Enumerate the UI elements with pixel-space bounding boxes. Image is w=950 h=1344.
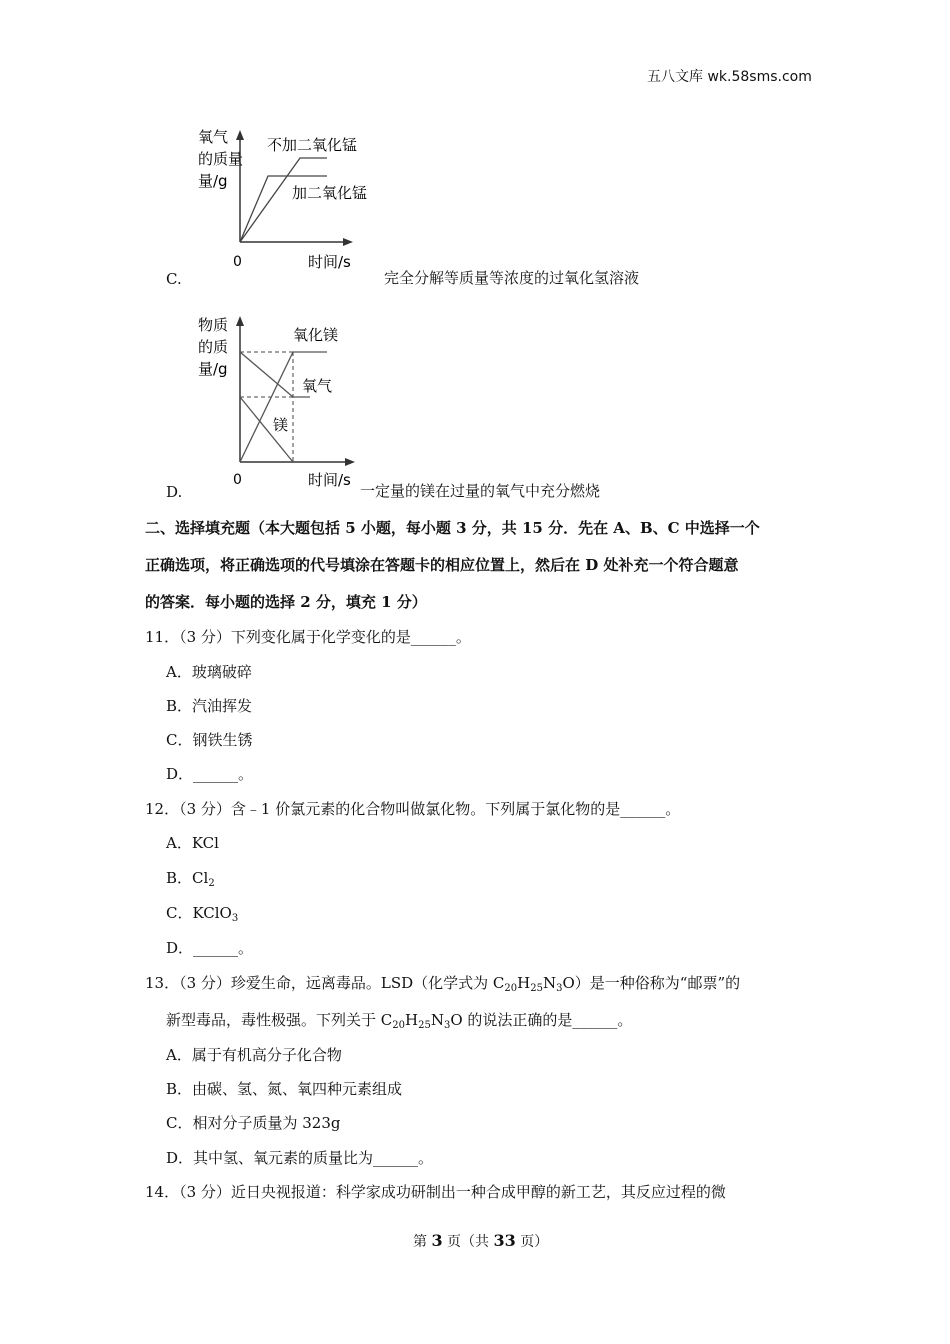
question-13-stem-line-1 [145,973,740,993]
option-d-letter: D. [166,483,183,501]
page-footer [413,1231,548,1251]
question-13-option-a: A．属于有机高分子化合物 [166,1046,342,1064]
question-14-stem: 14．（3 分）近日央视报道：科学家成功研制出一种合成甲醇的新工艺，其反应过程的微 [145,1183,726,1201]
question-11-option-a: A．玻璃破碎 [166,663,252,681]
formula-part: N [542,974,557,992]
curve-label-oxygen: 氧气 [302,377,333,395]
option-c-caption: 完全分解等质量等浓度的过氧化氢溶液 [384,269,640,287]
y-axis-label-2: 的质量 [198,150,244,168]
stem-text: 13．（3 分）珍爱生命，远离毒品。LSD（化学式为 C [145,974,505,992]
stem-text-tail: O 的说法正确的是______。 [450,1011,633,1029]
site-header: 五八文库 wk.58sms.com [647,69,812,85]
x-axis-arrow [345,458,355,466]
subscript: 3 [231,913,239,924]
footer-suffix: 页） [515,1234,549,1250]
y-axis-label-2: 的质 [198,338,229,356]
x-axis-label: 时间/s [308,471,351,489]
option-b-text: B．Cl [166,869,209,887]
formula-part: H [404,1011,419,1029]
curve-label-magnesium: 镁 [273,416,289,434]
section-heading-line-2: 正确选项，将正确选项的代号填涂在答题卡的相应位置上，然后在 D 处补充一个符合题意 [145,556,739,574]
y-axis-label-1: 物质 [198,316,229,334]
stem-text: 新型毒品，毒性极强。下列关于 C [166,1011,393,1029]
y-axis-label-3: 量/g [198,360,228,378]
current-page: 3 [431,1231,443,1250]
curve-label-no-catalyst: 不加二氧化锰 [267,136,358,154]
question-13-stem-line-2 [166,1010,632,1030]
total-pages: 33 [493,1231,516,1250]
subscript: 20 [504,983,518,994]
subscript: 25 [418,1020,431,1031]
question-11-stem: 11．（3 分）下列变化属于化学变化的是______。 [145,628,471,646]
section-heading-line-1: 二、选择填充题（本大题包括 5 小题，每小题 3 分，共 15 分．先在 A、B、C 中选择一个 [145,519,760,537]
section-heading-line-3: 的答案．每小题的选择 2 分，填充 1 分） [145,593,427,611]
question-13-option-d: D．其中氢、氧元素的质量比为______。 [166,1149,434,1167]
x-axis-arrow [343,238,353,246]
question-13-option-c: C．相对分子质量为 323g [166,1114,341,1132]
magnesium-combustion-graph [190,310,365,490]
option-c-text: C．KClO [166,904,232,922]
option-c-letter: C. [166,270,182,288]
question-12-option-a: A．KCl [166,834,219,852]
curve-label-catalyst: 加二氧化锰 [292,184,368,202]
footer-prefix: 第 [413,1234,432,1250]
subscript: 2 [208,878,215,889]
question-11-option-b: B．汽油挥发 [166,697,253,715]
question-12-stem: 12．（3 分）含﹣1 价氯元素的化合物叫做氯化物。下列属于氯化物的是______。 [145,800,681,818]
formula-part: H [517,974,531,992]
question-12-option-c [166,903,238,923]
question-12-option-b [166,868,215,888]
x-axis-label: 时间/s [308,253,351,270]
y-axis-arrow [236,316,244,326]
question-11-option-d: D．______。 [166,765,254,783]
formula-part: N [430,1011,444,1029]
option-d-caption: 一定量的镁在过量的氧气中充分燃烧 [360,482,601,500]
subscript: 3 [556,983,563,994]
curve-magnesium-oxide [240,352,327,462]
subscript: 25 [530,983,543,994]
subscript: 3 [443,1020,451,1031]
question-11-option-c: C．钢铁生锈 [166,731,253,749]
curve-label-magnesium-oxide: 氧化镁 [293,326,339,344]
stem-text-tail: O）是一种俗称为“邮票”的 [562,974,741,992]
origin-label: 0 [233,254,242,270]
y-axis-arrow [236,130,244,140]
question-12-option-d: D．______。 [166,939,254,957]
oxygen-mass-graph [190,120,390,270]
question-13-option-b: B．由碳、氢、氮、氧四种元素组成 [166,1080,403,1098]
origin-label: 0 [233,472,242,488]
y-axis-label-1: 氧气 [198,128,229,146]
footer-middle: 页（共 [442,1234,494,1250]
y-axis-label-3: 量/g [198,172,228,190]
subscript: 20 [392,1020,405,1031]
